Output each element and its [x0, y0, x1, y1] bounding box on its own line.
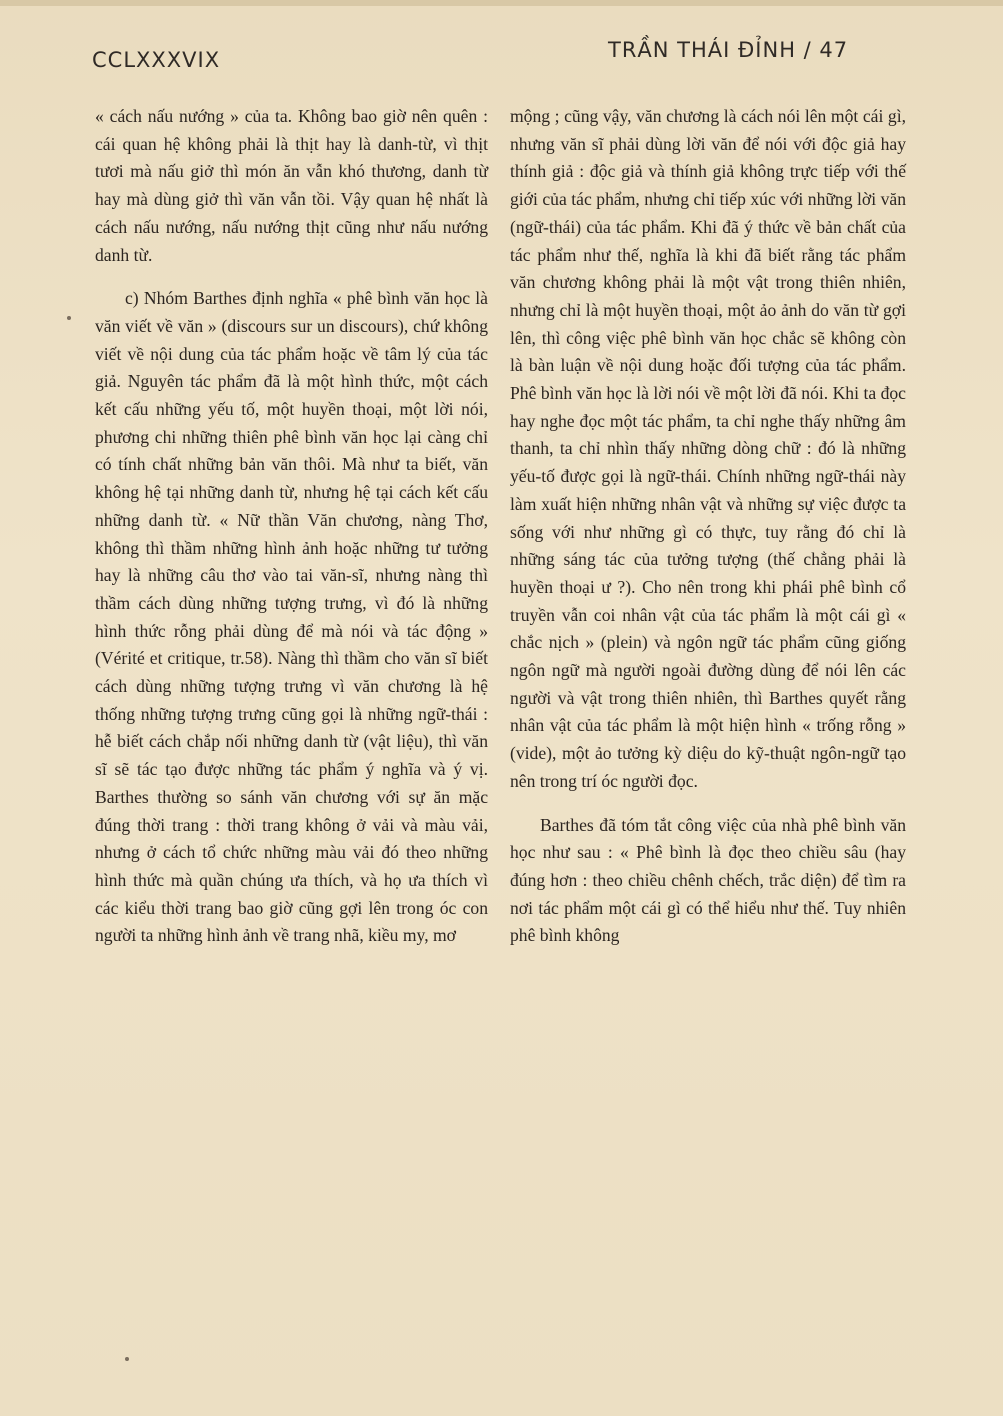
page-top-edge [0, 0, 1003, 6]
paragraph-cooking-metaphor: « cách nấu nướng » của ta. Không bao giờ nên quên : cái quan hệ không phải là thịt hay là danh-từ, vì thịt tươi mà nấu giở thì món ăn vẫn khó thương, danh từ hay mà dùng giở thì văn vẫn tồi. Vậy quan hệ nhất là cách nấu nướng, nấu nướng thịt cũng như nấu nướng danh từ. [95, 106, 488, 265]
running-head-right: TRẦN THÁI ĐỈNH / 47 [608, 38, 849, 62]
paragraph-literature-as-myth: mộng ; cũng vậy, văn chương là cách nói lên một cái gì, nhưng văn sĩ phải dùng lời văn để nói với độc giả hay thính giả : độc giả và thính giả không trực tiếp với thế giới của tác phẩm, nhưng chỉ tiếp xúc với những lời văn (ngữ-thái) của tác phẩm. Khi đã ý thức về bản chất của tác phẩm như thế, nghĩa là khi đã biết rằng tác phẩm văn chương không phải là một vật trong thiên nhiên, nhưng chỉ là một huyền thoại, một ảo ảnh do văn từ gợi lên, thì công việc phê bình văn học chắc sẽ không còn là bàn luận về nội dung hoặc đối tượng của tác phẩm. Phê bình văn học là lời nói về một lời đã nói. Khi ta đọc hay nghe đọc một tác phẩm, ta chỉ nghe thấy những âm thanh, ta chỉ nhìn thấy những dòng chữ : đó là những yếu-tố được gọi là ngữ-thái. Chính những ngữ-thái này làm xuất hiện những nhân vật và những sự việc được ta sống với như những gì có thực, tuy rằng đó chỉ là những sáng tác của tưởng tượng (thế chẳng phải là huyền thoại ư ?). Cho nên trong khi phái phê bình cổ truyền vẫn coi nhân vật của tác phẩm là một cái gì « chắc nịch » (plein) và ngôn ngữ tác phẩm cũng giống ngôn ngữ mà người ngoài đường dùng để nói lên các người và vật trong thiên nhiên, thì Barthes quyết rằng nhân vật của tác phẩm là một hiện hình « trống rỗng » (vide), một ảo tưởng kỳ diệu do kỹ-thuật ngôn-ngữ tạo nên trong trí óc người đọc. [510, 106, 906, 791]
paragraph-barthes-definition: c) Nhóm Barthes định nghĩa « phê bình văn học là văn viết về văn » (discours sur un discours), chứ không viết về nội dung của tác phẩm hoặc về tâm lý của tác giả. Nguyên tác phẩm đã là một hình thức, một cách kết cấu những yếu tố, một huyền thoại, một lời nói, phương chi những thiên phê bình văn học lại càng chỉ có tính chất những bản văn thôi. Mà như ta biết, văn không hệ tại những danh từ, nhưng hệ tại cách kết cấu những danh từ. « Nữ thần Văn chương, nàng Thơ, không thì thầm những hình ảnh hoặc những tư tưởng hay là những câu thơ vào tai văn-sĩ, nhưng nàng thì thầm cách dùng những tượng trưng, vì đó là những hình thức rỗng phải dùng để mà nói và tác động » (Vérité et critique, tr.58). Nàng thì thầm cho văn sĩ biết cách dùng những tượng trưng vì văn chương là hệ thống những tượng trưng cũng gọi là những ngữ-thái : hễ biết cách chắp nối những danh từ (vật liệu), thì văn sĩ sẽ tác tạo được những tác phẩm ý nghĩa và ý vị. Barthes thường so sánh văn chương với sự ăn mặc đúng thời trang : thời trang không ở vải và màu vải, nhưng ở cách tổ chức những màu vải đó theo những hình thức mà quần chúng ưa thích, và họ ưa thích vì các kiểu thời trang bao giờ cũng gợi lên trong óc con người ta những hình ảnh về trang nhã, kiều my, mơ [95, 288, 488, 946]
text-column-left [95, 103, 488, 950]
text-column-right [510, 103, 906, 950]
print-speck [67, 316, 71, 320]
paragraph-barthes-summary: Barthes đã tóm tắt công việc của nhà phê bình văn học như sau : « Phê bình là đọc theo chiều sâu (hay đúng hơn : theo chiều chênh chếch, trắc diện) để tìm ra nơi tác phẩm một cái gì có thể hiểu như thế. Tuy nhiên phê bình không [510, 814, 906, 946]
print-speck [125, 1357, 129, 1361]
running-head-left: CCLXXXVIX [92, 48, 221, 72]
